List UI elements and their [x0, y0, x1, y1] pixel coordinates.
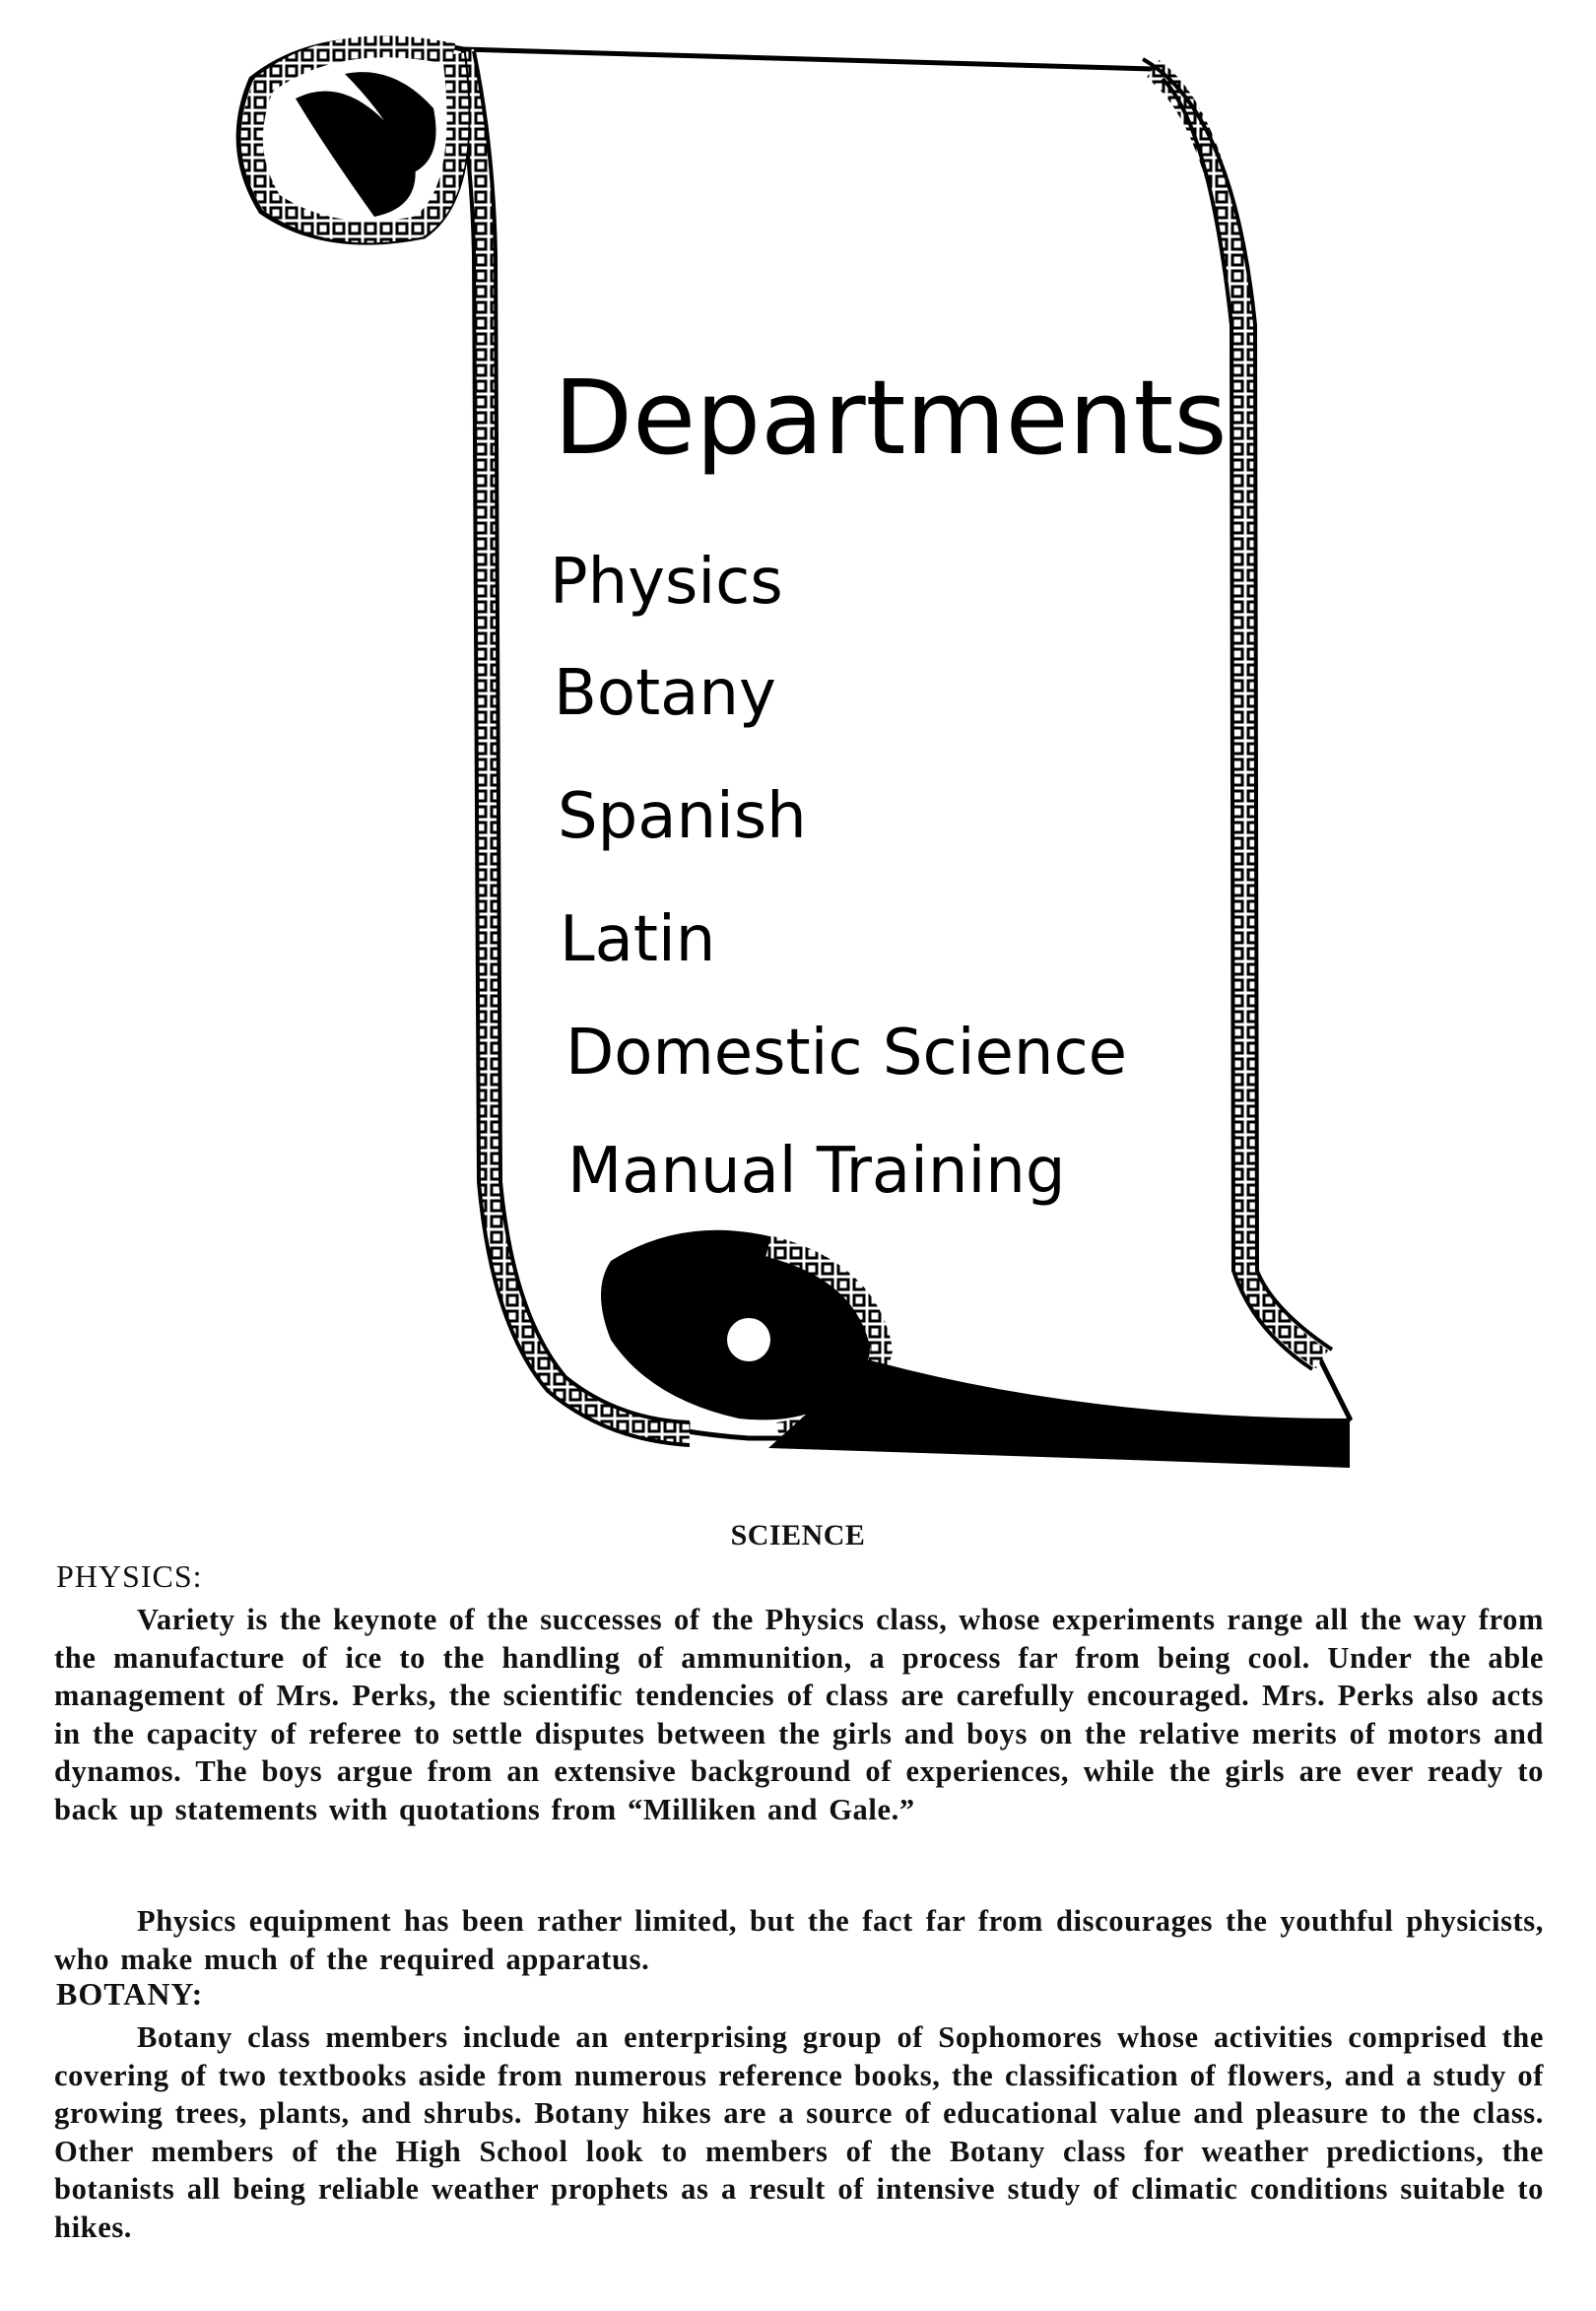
physics-paragraph: Physics equipment has been rather limited, but the fact far from discourages the youthful physicists, who make much of the required apparatus. [54, 1904, 1544, 1976]
physics-paragraph: Variety is the keynote of the successes of the Physics class, whose experiments range all the way from the manufacture of ice to the handling of ammunition, a process far from being cool. Under the able management of Mrs. Perks, the scientific tendencies of class are carefully encouraged. Mrs. Perks also acts in the capacity of referee to settle disputes between the girls and boys on the relative merits of motors and dynamos. The boys argue from an extensive background of experiences, while the girls are ever ready to back up statements with quotations from “Milliken and Gale.” [54, 1603, 1544, 1826]
scroll-item-physics: Physics [550, 546, 783, 619]
scroll-item-domestic-science: Domestic Science [565, 1017, 1127, 1089]
section-heading: SCIENCE [730, 1519, 866, 1552]
botany-heading: BOTANY: [56, 1976, 204, 2012]
scroll-paper [463, 49, 1350, 1441]
scroll-item-manual-training: Manual Training [567, 1135, 1066, 1208]
scroll-item-botany: Botany [554, 657, 776, 730]
scroll-item-spanish: Spanish [558, 780, 807, 853]
scroll-title: Departments [554, 358, 1228, 478]
scroll-item-latin: Latin [560, 903, 716, 976]
physics-heading: PHYSICS: [56, 1558, 203, 1594]
botany-paragraph: Botany class members include an enterprising group of Sophomores whose activities comprised the covering of two textbooks aside from numerous reference books, the classification of flowers, and a study of growing trees, plants, and shrubs. Botany hikes are a source of educational value and pleasure to the class. Other members of the High School look to members of the Botany class for weather predictions, the botanists all being reliable weather prophets as a result of intensive study of climatic conditions suitable to hikes. [54, 2020, 1544, 2244]
scroll-top-roll [238, 39, 468, 242]
